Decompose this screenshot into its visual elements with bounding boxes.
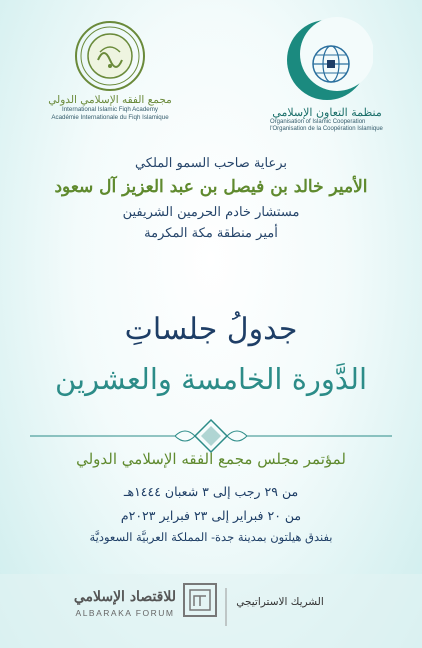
iifa-logo: [40, 20, 180, 122]
iifa-emblem-icon: [74, 20, 146, 92]
albaraka-emblem-icon: [180, 580, 220, 620]
oic-english-name: Organisation of Islamic Cooperation: [270, 119, 366, 125]
oic-arabic-name: منظمة التعاون الإسلامي: [272, 106, 382, 119]
oic-logo: [252, 14, 402, 133]
session-subtitle: الدَّورة الخامسة والعشرين: [54, 362, 368, 396]
oic-crescent-globe-icon: [281, 14, 373, 106]
iifa-arabic-name: مجمع الفقه الإسلامي الدولي: [48, 94, 172, 106]
venue: بفندق هيلتون بمدينة جدة- المملكة العربيَّة السعوديَّة: [89, 530, 333, 544]
iifa-french-name: Académie Internationale du Fiqh Islamique: [51, 114, 169, 121]
albaraka-arabic-name: للاقتصاد الإسلامي: [73, 589, 176, 605]
albaraka-english-name: ALBARAKA FORUM: [75, 608, 175, 618]
patron-title-emir: أمير منطقة مكة المكرمة: [144, 226, 278, 241]
oic-french-name: l'Organisation de la Coopération Islamique: [270, 126, 383, 132]
page-title: جدولُ جلساتِ: [124, 312, 298, 347]
hijri-dates: من ٢٩ رجب إلى ٣ شعبان ١٤٤٤هـ: [123, 484, 299, 499]
conference-name: لمؤتمر مجلس مجمع الفقه الإسلامي الدولي: [76, 450, 346, 468]
patronage-line: برعاية صاحب السمو الملكي: [134, 156, 288, 171]
iifa-english-name: International Islamic Fiqh Academy: [62, 106, 158, 113]
patron-name: الأمير خالد بن فيصل بن عبد العزيز آل سعود: [54, 177, 368, 197]
gregorian-dates: من ٢٠ فبراير إلى ٢٣ فبراير ٢٠٢٣م: [120, 508, 302, 523]
patron-title-advisor: مستشار خادم الحرمين الشريفين: [122, 205, 300, 220]
strategic-partner-label: الشريك الاستراتيجي: [236, 596, 324, 608]
